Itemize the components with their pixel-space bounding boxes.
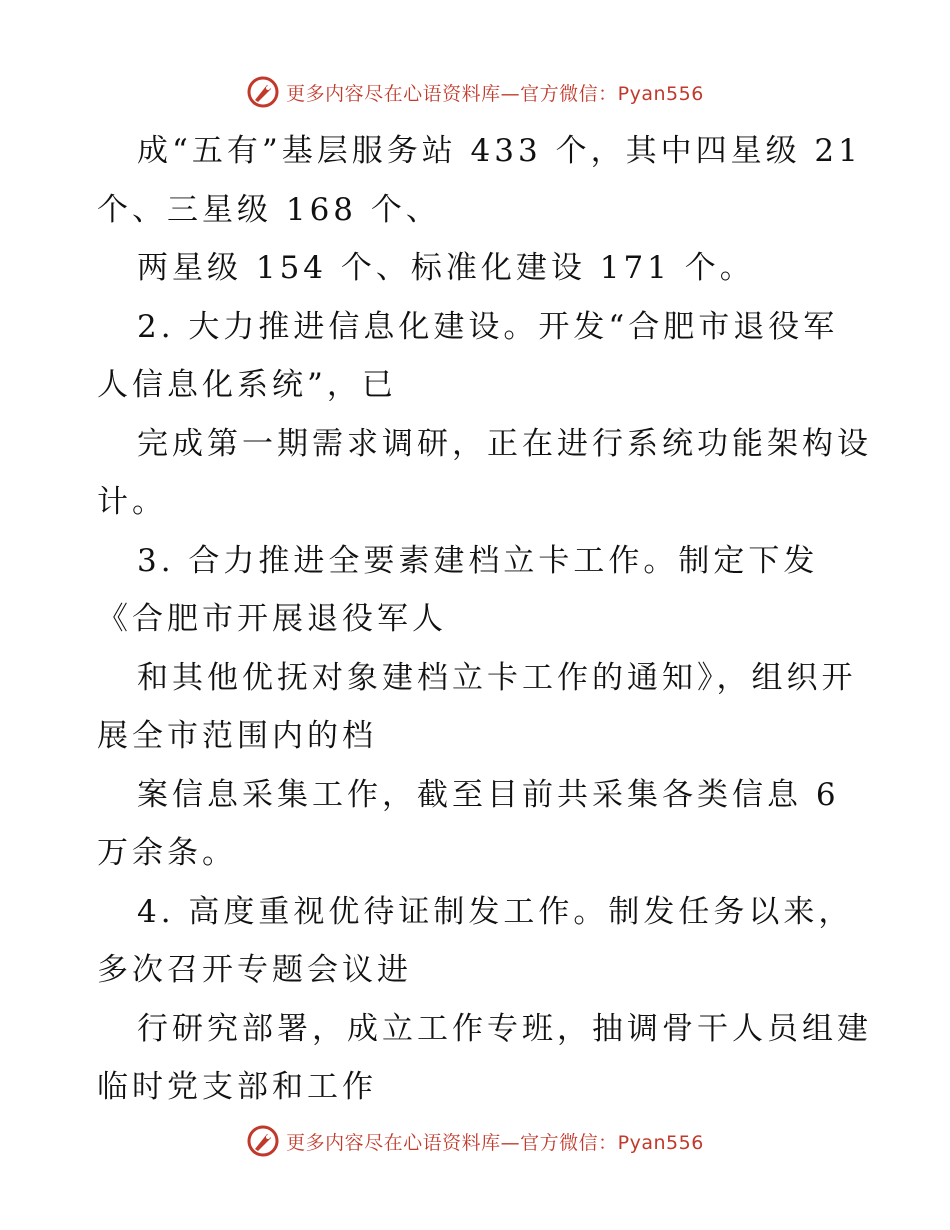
pen-nib-circle-icon <box>246 75 280 109</box>
text-line: 4. 高度重视优待证制发工作。制发任务以来， <box>137 893 854 930</box>
text-line: 2. 大力推进信息化建设。开发“合肥市退役军 <box>137 308 839 345</box>
text-line: 个、三星级 168 个、 <box>97 191 441 228</box>
text-line: 3. 合力推进全要素建档立卡工作。制定下发 <box>137 542 819 579</box>
text-line: 万余条。 <box>97 835 237 871</box>
wechat-id: Pyan556 <box>617 1131 704 1154</box>
wechat-id: Pyan556 <box>617 82 704 105</box>
footer-banner <box>0 1121 950 1161</box>
text-line: 展全市范围内的档 <box>97 718 377 754</box>
document-body <box>97 122 872 1117</box>
banner-label: 更多内容尽在心语资料库—官方微信： <box>286 82 618 105</box>
text-line: 《合肥市开展退役军人 <box>97 601 447 637</box>
text-line: 人信息化系统”，已 <box>97 367 397 403</box>
text-line: 两星级 154 个、标准化建设 171 个。 <box>137 250 755 286</box>
banner-label: 更多内容尽在心语资料库—官方微信： <box>286 1131 618 1154</box>
text-line: 完成第一期需求调研，正在进行系统功能架构设 <box>137 425 872 462</box>
text-line: 临时党支部和工作 <box>97 1069 377 1105</box>
banner-text <box>286 79 704 106</box>
text-line: 计。 <box>97 484 167 520</box>
header-banner <box>0 72 950 112</box>
pen-nib-circle-icon <box>246 1124 280 1158</box>
text-line: 成“五有”基层服务站 433 个，其中四星级 21 <box>137 133 862 169</box>
text-line: 案信息采集工作，截至目前共采集各类信息 6 <box>137 776 840 813</box>
text-line: 和其他优抚对象建档立卡工作的通知》，组织开 <box>137 659 857 696</box>
text-line: 行研究部署，成立工作专班，抽调骨干人员组建 <box>137 1010 872 1047</box>
text-line: 多次召开专题会议进 <box>97 952 412 988</box>
banner-text <box>286 1128 704 1155</box>
